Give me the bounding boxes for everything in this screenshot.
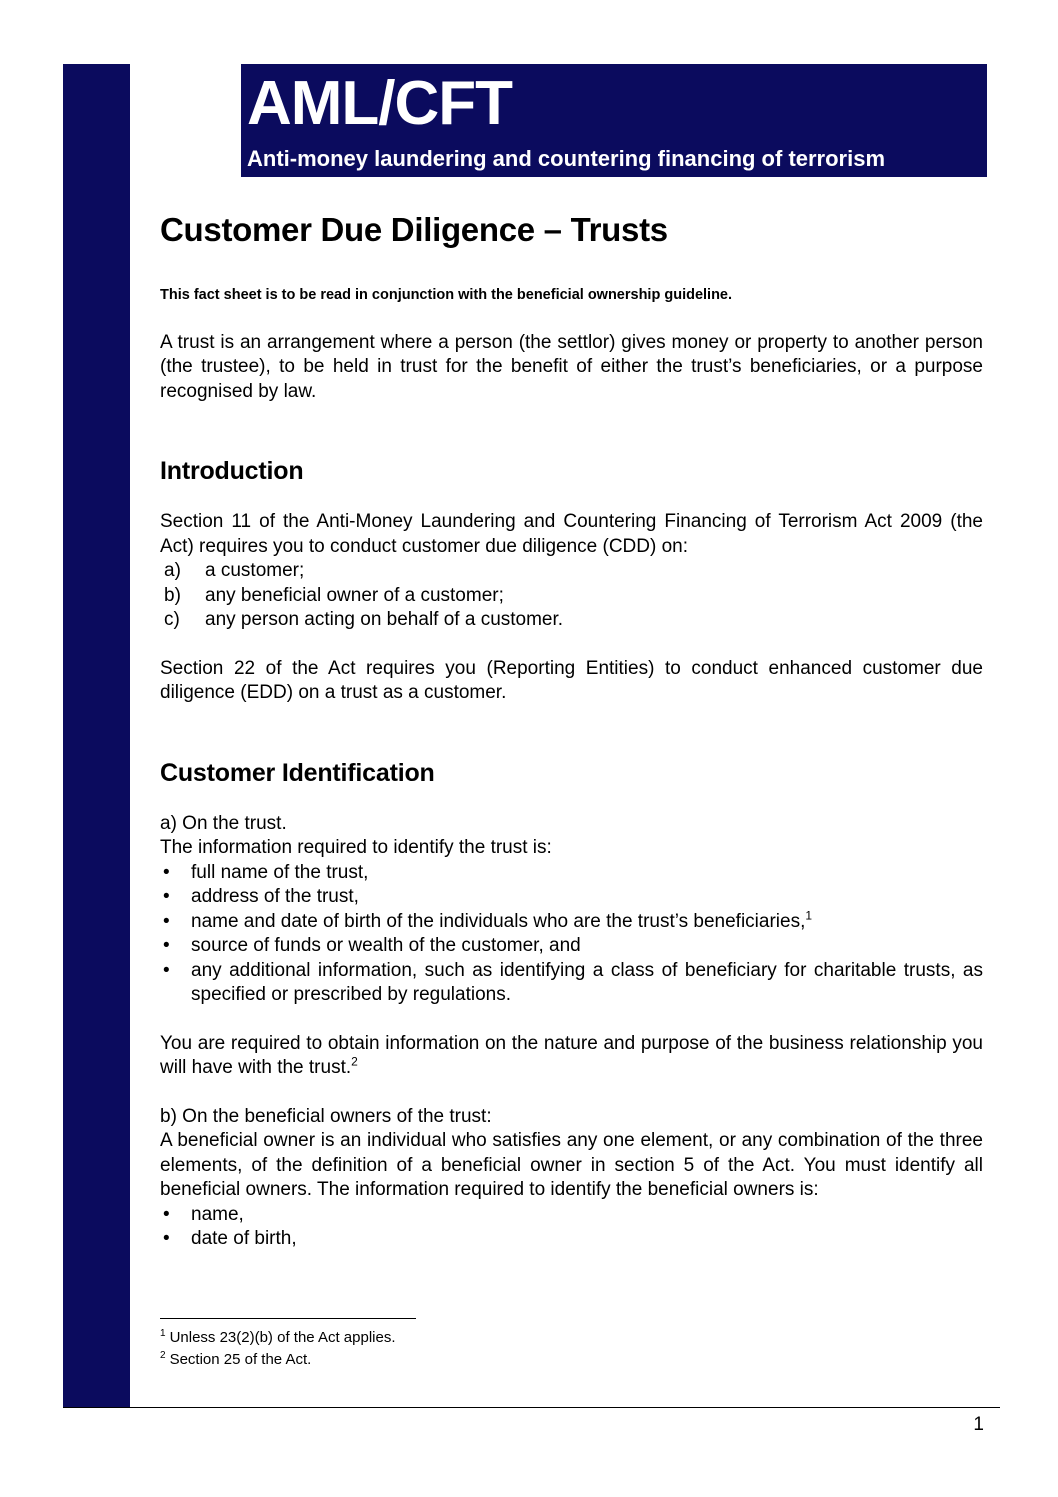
list-item-text: address of the trust,	[191, 886, 359, 908]
customer-identification-heading: Customer Identification	[160, 758, 435, 787]
beneficial-owner-info-list	[160, 1203, 983, 1252]
header-subtitle: Anti-money laundering and countering financing of terrorism	[247, 146, 886, 171]
relationship-text: You are required to obtain information on the nature and purpose of the business relationship you will have with the trust.	[160, 1032, 983, 1079]
list-item	[160, 959, 983, 1008]
beneficial-owners-subheading: b) On the beneficial owners of the trust:	[160, 1105, 492, 1127]
trust-info-list	[160, 861, 983, 1008]
page-bottom-rule	[63, 1407, 1000, 1408]
footnote-1	[160, 1327, 396, 1349]
list-item-text: any beneficial owner of a customer;	[205, 584, 504, 606]
beneficial-owner-paragraph: A beneficial owner is an individual who satisfies any one element, or any combination of the three elements, of the definition of a beneficial owner in section 5 of the Act. You must identify all beneficial owners. The information required to identify the beneficial owners is:	[160, 1130, 983, 1201]
trust-subheading: a) On the trust.	[160, 812, 287, 834]
relationship-paragraph	[160, 1032, 983, 1081]
page-number: 1	[973, 1414, 984, 1435]
list-item	[160, 1203, 983, 1228]
header-title: AML/CFT	[247, 69, 513, 138]
footnote-marker: 1	[160, 1328, 166, 1339]
introduction-heading: Introduction	[160, 457, 304, 486]
list-item-text: any person acting on behalf of a customer.	[205, 609, 564, 631]
list-item-text: a customer;	[205, 560, 305, 582]
list-marker: a)	[164, 560, 181, 582]
introduction-paragraph-2: Section 22 of the Act requires you (Reporting Entities) to conduct enhanced customer due diligence (EDD) on a trust as a customer.	[160, 657, 983, 704]
list-item	[160, 861, 983, 886]
list-item	[160, 910, 983, 935]
page-title: Customer Due Diligence – Trusts	[160, 211, 668, 248]
list-item	[160, 934, 983, 959]
list-item-text: source of funds or wealth of the customer, and	[191, 935, 581, 957]
footnote-text: Unless 23(2)(b) of the Act applies.	[169, 1329, 396, 1346]
introduction-paragraph-1: Section 11 of the Anti-Money Laundering and Countering Financing of Terrorism Act 2009 (the Act) requires you to conduct customer due diligence (CDD) on:	[160, 511, 983, 557]
header-banner	[241, 64, 987, 177]
left-margin-bar	[63, 64, 130, 1408]
footnote-separator	[160, 1318, 416, 1319]
list-item-text: name,	[191, 1203, 244, 1225]
list-item	[160, 608, 983, 633]
list-item	[160, 1227, 983, 1252]
list-item	[160, 885, 983, 910]
footnotes	[160, 1327, 396, 1371]
list-marker: c)	[164, 609, 180, 631]
footnote-text: Section 25 of the Act.	[169, 1351, 312, 1368]
list-marker: b)	[164, 584, 181, 606]
cdd-list	[160, 559, 983, 633]
trust-info-lead: The information required to identify the trust is:	[160, 837, 552, 859]
footnote-2	[160, 1349, 396, 1371]
list-item	[160, 559, 983, 584]
footnote-marker: 2	[160, 1350, 166, 1361]
list-item-text: full name of the trust,	[191, 861, 369, 883]
intro-paragraph: A trust is an arrangement where a person (the settlor) gives money or property to another person (the trustee), to be held in trust for the benefit of either the trust’s beneficiaries, or a purpose recognised by law.	[160, 331, 983, 402]
list-item-text: date of birth,	[191, 1228, 297, 1250]
list-item	[160, 584, 983, 609]
list-item-text: any additional information, such as identifying a class of beneficiary for charitable trusts, as specified or prescribed by regulations.	[191, 959, 983, 1006]
document-body	[160, 210, 983, 1252]
reading-note: This fact sheet is to be read in conjunction with the beneficial ownership guideline.	[160, 286, 733, 303]
list-item-text: name and date of birth of the individuals who are the trust’s beneficiaries,	[191, 910, 806, 932]
footnote-ref-2[interactable]: 2	[351, 1054, 358, 1069]
footnote-ref-1[interactable]: 1	[805, 908, 813, 923]
